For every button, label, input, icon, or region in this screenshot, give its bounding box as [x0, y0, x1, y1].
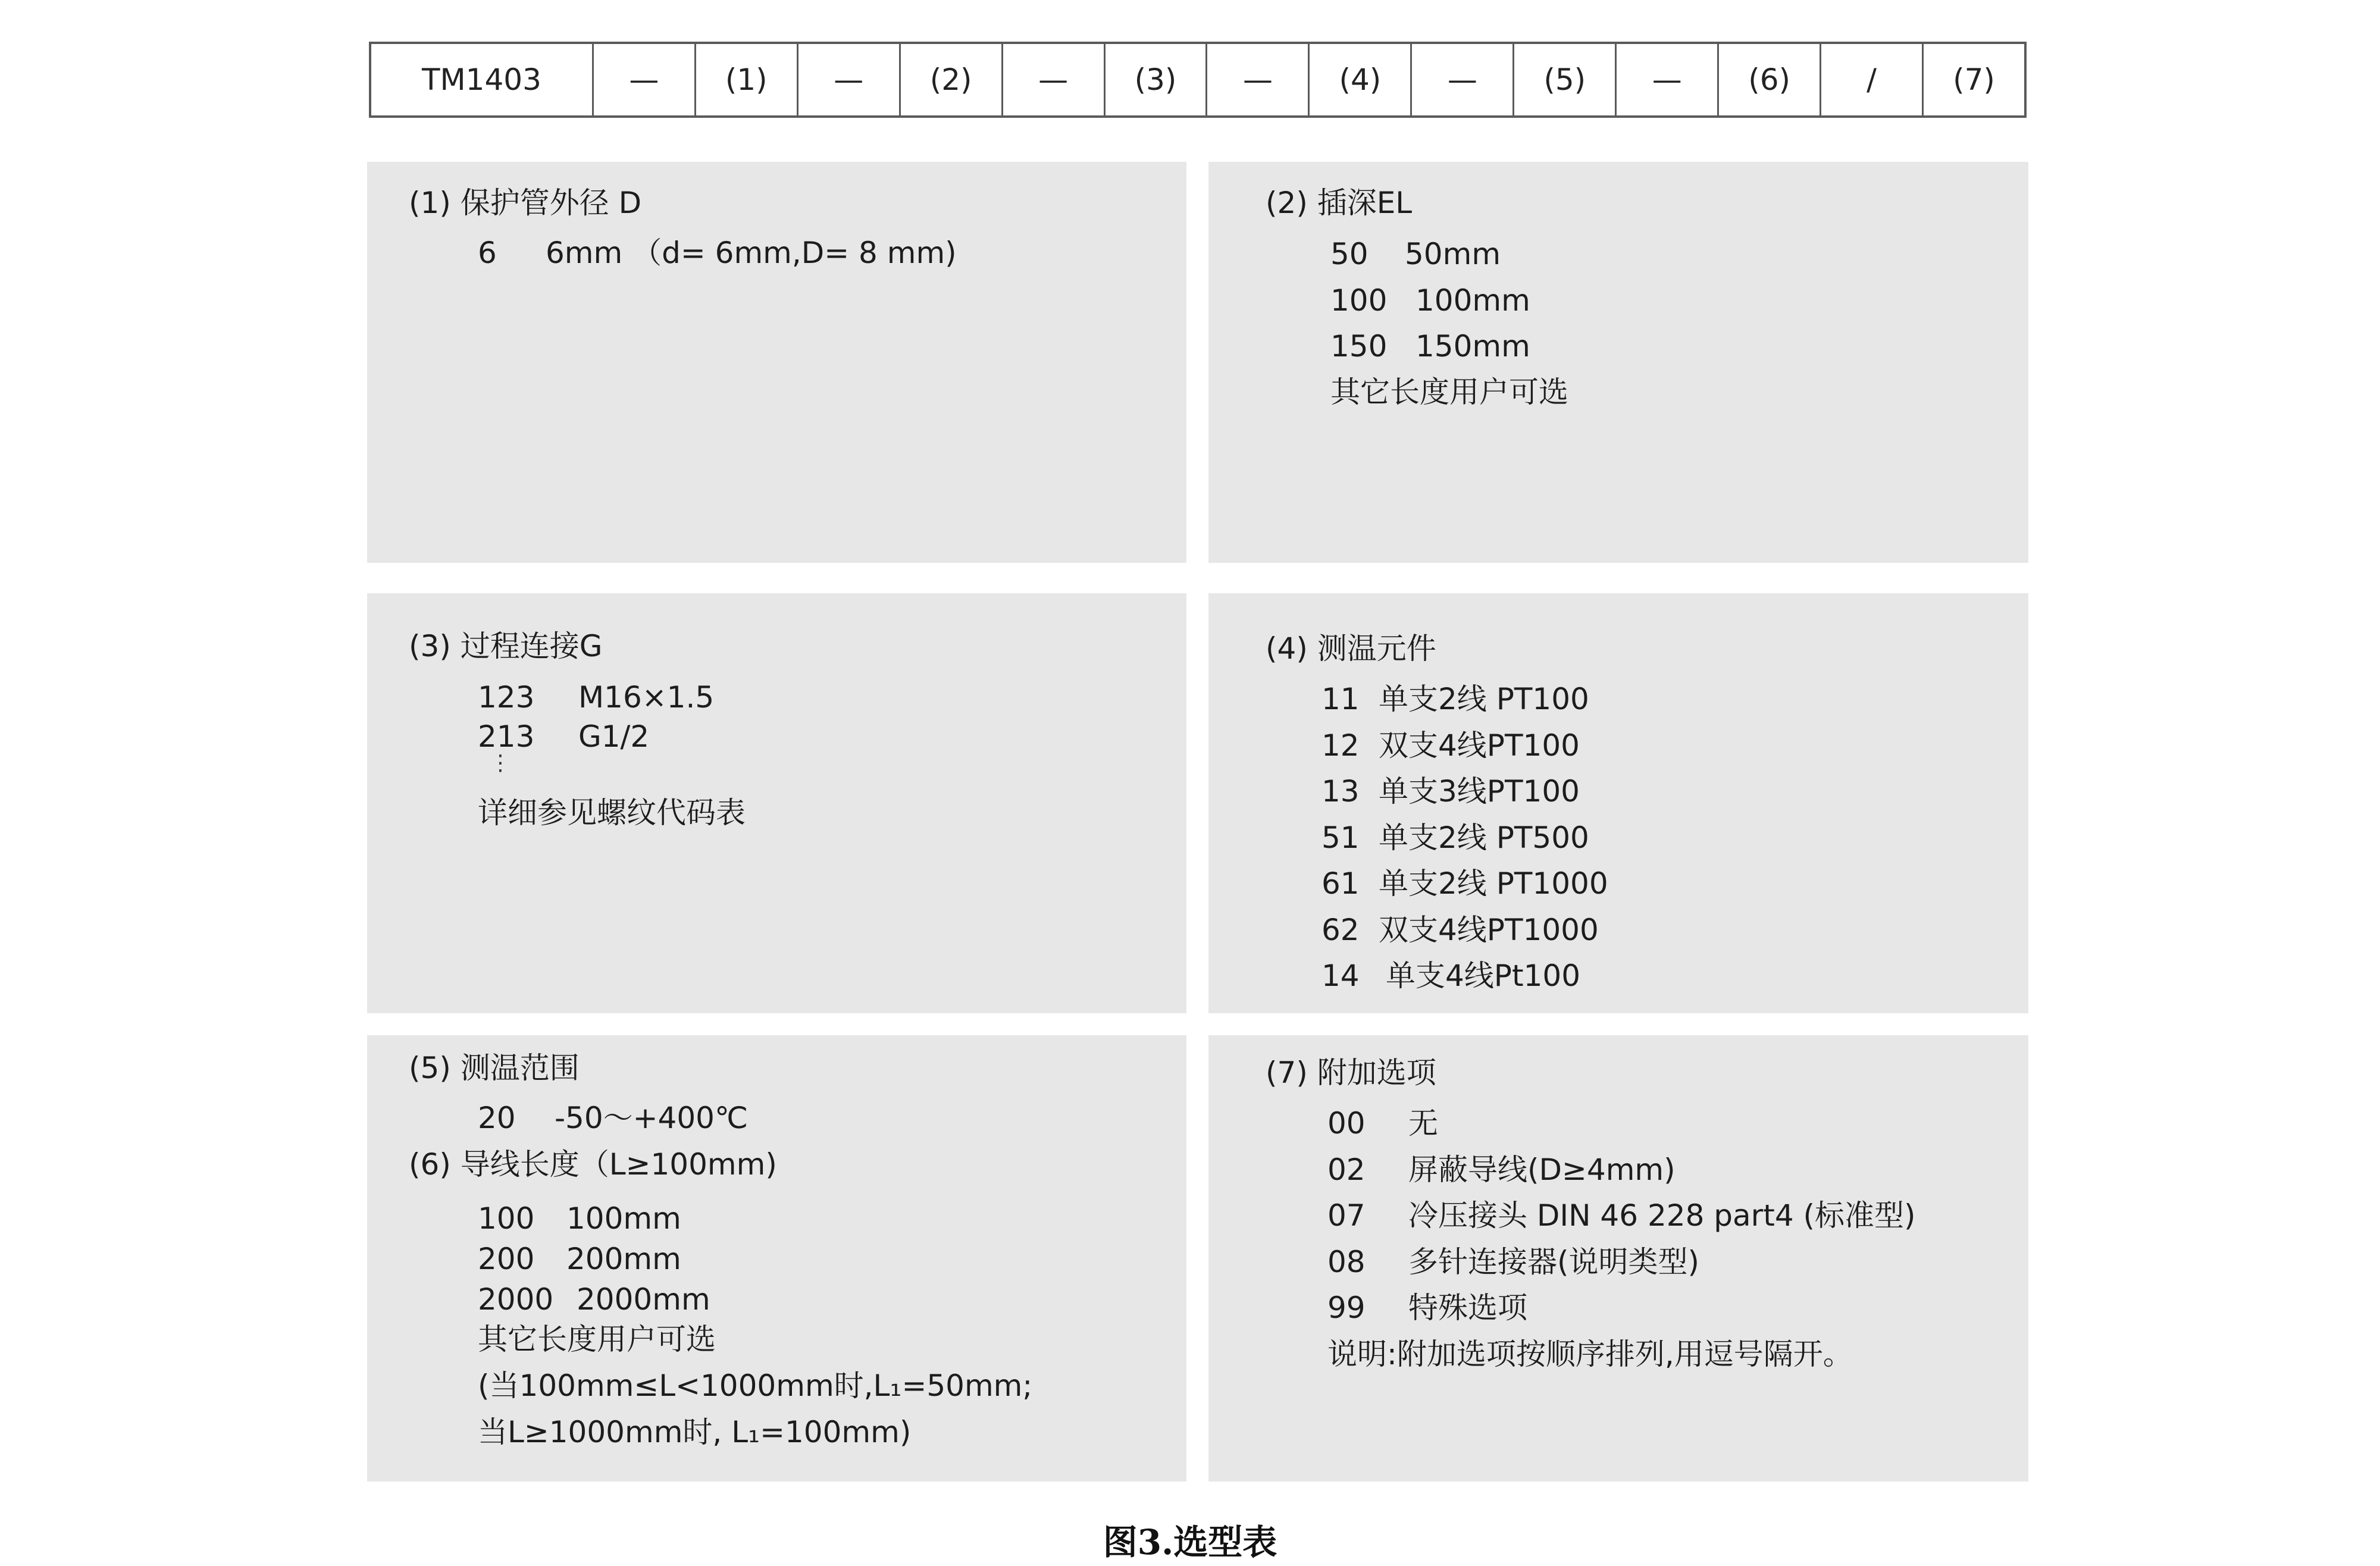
option-code: 13 [1321, 774, 1360, 809]
option-desc: 单支2线 PT500 [1379, 820, 1589, 855]
option-desc: 无 [1408, 1106, 1438, 1141]
panel-note: 其它长度用户可选 [1330, 375, 1568, 409]
option-code: 00 [1327, 1106, 1366, 1141]
panel-title: (7) 附加选项 [1266, 1056, 1436, 1090]
option-desc: 100mm [566, 1201, 681, 1236]
option-desc: 单支2线 PT1000 [1379, 866, 1608, 901]
code-cell-1: (1) [694, 44, 797, 115]
option-code: 150 [1330, 329, 1388, 364]
code-cell-3: (3) [1104, 44, 1206, 115]
option-code: 12 [1321, 728, 1360, 763]
option-code: 99 [1327, 1291, 1366, 1325]
panel-note: (当100mm≤L<1000mm时,L₁=50mm; [478, 1368, 1033, 1403]
code-cell-dash: — [797, 44, 899, 115]
panel-outer-diameter [367, 162, 1186, 563]
option-code: 11 [1321, 682, 1360, 716]
option-desc: 特殊选项 [1408, 1291, 1527, 1325]
code-cell-dash: — [1615, 44, 1717, 115]
code-cell-model: TM1403 [421, 62, 541, 97]
option-code: 20 [478, 1101, 516, 1135]
option-desc: G1/2 [578, 719, 650, 754]
option-desc: 2000mm [577, 1282, 710, 1317]
option-code: 02 [1327, 1152, 1366, 1187]
option-desc: 双支4线PT1000 [1379, 913, 1599, 947]
option-code: 14 [1321, 959, 1360, 993]
code-cell-dash: — [592, 44, 694, 115]
panel-note: 详细参见螺纹代码表 [478, 795, 746, 830]
panel-title: (3) 过程连接G [409, 629, 603, 663]
option-code: 07 [1327, 1198, 1366, 1233]
code-cell-dash: — [1410, 44, 1512, 115]
option-code: 2000 [478, 1282, 554, 1317]
panel-sensing-element [1208, 593, 2028, 1013]
panel-note: 其它长度用户可选 [478, 1322, 716, 1357]
option-desc: M16×1.5 [578, 680, 715, 715]
code-cell-5: (5) [1512, 44, 1615, 115]
code-cell-7: (7) [1922, 44, 2024, 115]
option-desc: 150mm [1416, 329, 1530, 364]
panel-title: (1) 保护管外径 D [409, 186, 642, 220]
option-code: 123 [478, 680, 535, 715]
option-desc: 单支3线PT100 [1379, 774, 1580, 809]
panel-additional-options [1208, 1035, 2028, 1482]
figure-caption: 图3.选型表 [1103, 1522, 1277, 1562]
option-desc: 屏蔽导线(D≥4mm) [1408, 1152, 1676, 1187]
option-code: 61 [1321, 866, 1360, 901]
option-code: 213 [478, 719, 535, 754]
option-code: 100 [478, 1201, 535, 1236]
option-desc: 50mm [1405, 237, 1501, 271]
option-desc: 6mm （d= 6mm,D= 8 mm) [546, 236, 957, 270]
panel-title: (2) 插深EL [1266, 186, 1413, 220]
option-desc: 单支2线 PT100 [1379, 682, 1589, 716]
panel-note: 当L≥1000mm时, L₁=100mm) [478, 1415, 912, 1449]
panel-range-and-lead-length [367, 1035, 1186, 1482]
option-desc: -50～+400℃ [555, 1101, 749, 1135]
panel-process-connection [367, 593, 1186, 1013]
option-desc: 100mm [1416, 283, 1530, 318]
code-cell-slash: / [1820, 44, 1922, 115]
option-code: 200 [478, 1242, 535, 1276]
code-cell-6: (6) [1717, 44, 1820, 115]
panel-title: (6) 导线长度（L≥100mm) [409, 1147, 777, 1182]
code-cell-dash: — [1001, 44, 1104, 115]
option-code: 51 [1321, 820, 1360, 855]
option-desc: 200mm [566, 1242, 681, 1276]
panel-note: 说明:附加选项按顺序排列,用逗号隔开。 [1327, 1337, 1853, 1371]
ellipsis-icon: ⋮ [490, 751, 511, 775]
model-code-row [369, 42, 2027, 118]
code-cell-dash: — [1205, 44, 1308, 115]
option-code: 08 [1327, 1245, 1366, 1279]
option-desc: 冷压接头 DIN 46 228 part4 (标准型) [1408, 1198, 1916, 1233]
panel-title: (5) 测温范围 [409, 1051, 580, 1085]
panel-insertion-depth [1208, 162, 2028, 563]
option-desc: 多针连接器(说明类型) [1408, 1245, 1700, 1279]
option-desc: 单支4线Pt100 [1386, 959, 1581, 993]
code-cell-2: (2) [899, 44, 1001, 115]
option-desc: 双支4线PT100 [1379, 728, 1580, 763]
code-cell-4: (4) [1308, 44, 1410, 115]
option-code: 50 [1330, 237, 1368, 271]
panel-title: (4) 测温元件 [1266, 631, 1436, 666]
option-code: 62 [1321, 913, 1360, 947]
option-code: 100 [1330, 283, 1388, 318]
option-code: 6 [478, 236, 497, 270]
